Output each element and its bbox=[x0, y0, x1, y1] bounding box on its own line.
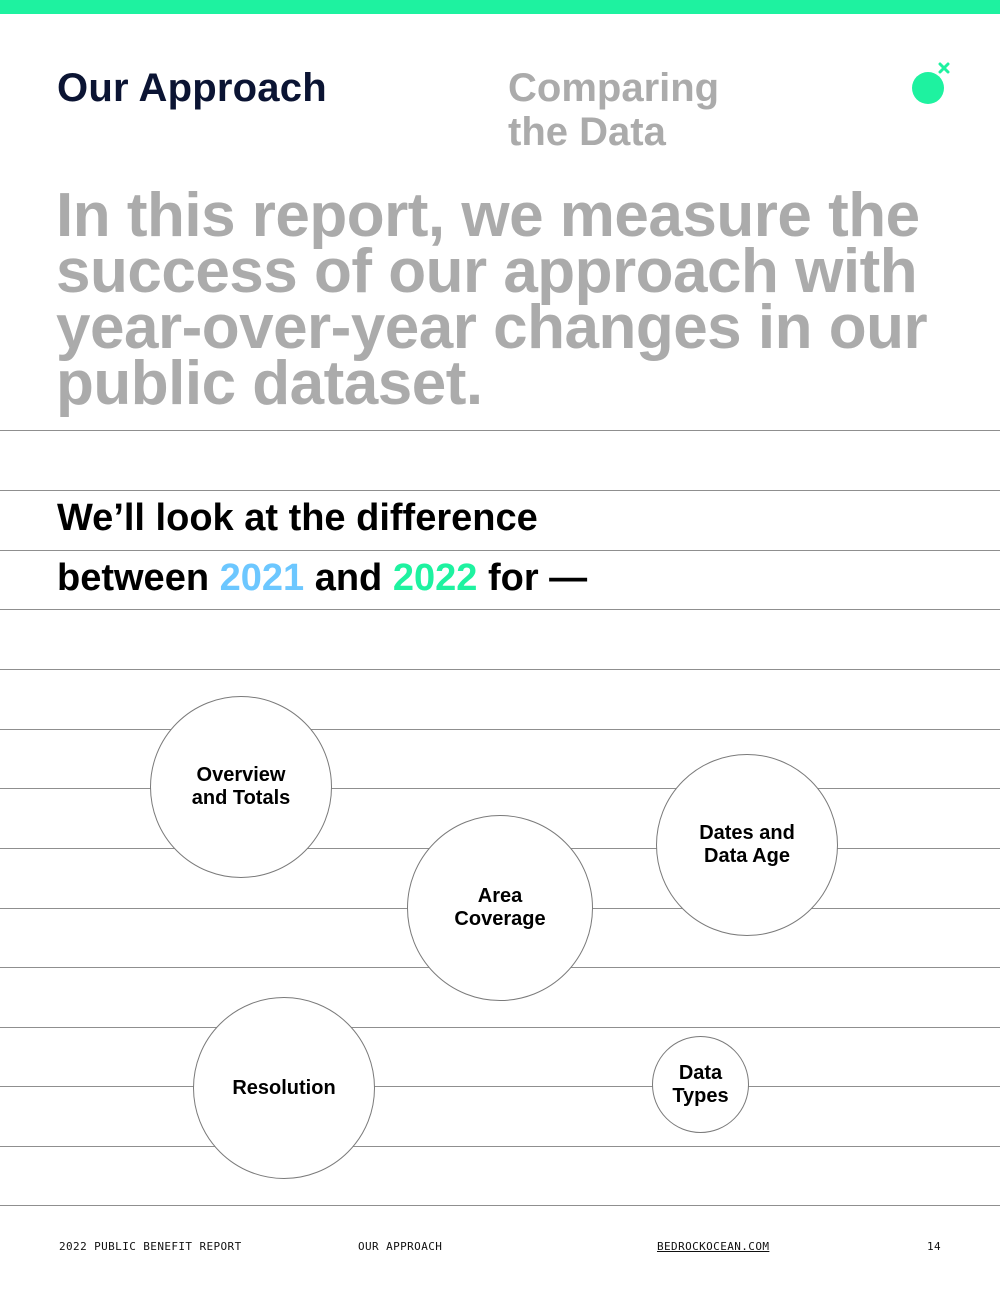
divider-line bbox=[0, 609, 1000, 610]
comparison-prefix: between bbox=[57, 557, 220, 599]
topic-bubble-resolution bbox=[193, 997, 375, 1179]
comparison-suffix: for — bbox=[477, 557, 588, 599]
topic-label: Dates and Data Age bbox=[699, 822, 795, 867]
topic-bubbles bbox=[0, 690, 1000, 1190]
section-title: Our Approach bbox=[57, 66, 327, 110]
topic-label: Overview and Totals bbox=[191, 764, 291, 809]
comparison-line-1: We’ll look at the difference bbox=[57, 497, 538, 539]
topic-label: Area Coverage bbox=[454, 885, 546, 930]
footer-section: OUR APPROACH bbox=[358, 1240, 443, 1253]
divider-line bbox=[0, 490, 1000, 491]
footer-website-link[interactable]: BEDROCKOCEAN.COM bbox=[657, 1240, 770, 1253]
comparison-line-2 bbox=[57, 557, 587, 600]
divider-line bbox=[0, 669, 1000, 670]
topic-bubble-data-types bbox=[652, 1036, 749, 1133]
footer-page-number: 14 bbox=[927, 1240, 942, 1253]
divider-line bbox=[0, 1205, 1000, 1206]
topic-label: Data Types bbox=[672, 1061, 729, 1107]
divider-line bbox=[0, 550, 1000, 551]
topic-bubble-area-coverage bbox=[407, 815, 593, 1001]
footer-report-name: 2022 PUBLIC BENEFIT REPORT bbox=[59, 1240, 242, 1253]
year-2022: 2022 bbox=[392, 557, 478, 599]
top-accent-bar bbox=[0, 0, 1000, 14]
topic-bubble-dates-and-data-age bbox=[656, 754, 838, 936]
topic-label: Resolution bbox=[232, 1076, 336, 1099]
subsection-title-line-1: Comparing bbox=[508, 66, 720, 110]
year-2021: 2021 bbox=[219, 557, 305, 599]
lede-statement: In this report, we measure the success of our approach with year-over-year changes in our public dataset. bbox=[56, 181, 928, 418]
brand-logo-icon bbox=[910, 60, 950, 108]
topic-bubble-overview-and-totals bbox=[150, 696, 332, 878]
divider-line bbox=[0, 430, 1000, 431]
subsection-title bbox=[508, 66, 719, 154]
comparison-conjunction: and bbox=[304, 557, 393, 599]
subsection-title-line-2: the Data bbox=[508, 110, 666, 154]
